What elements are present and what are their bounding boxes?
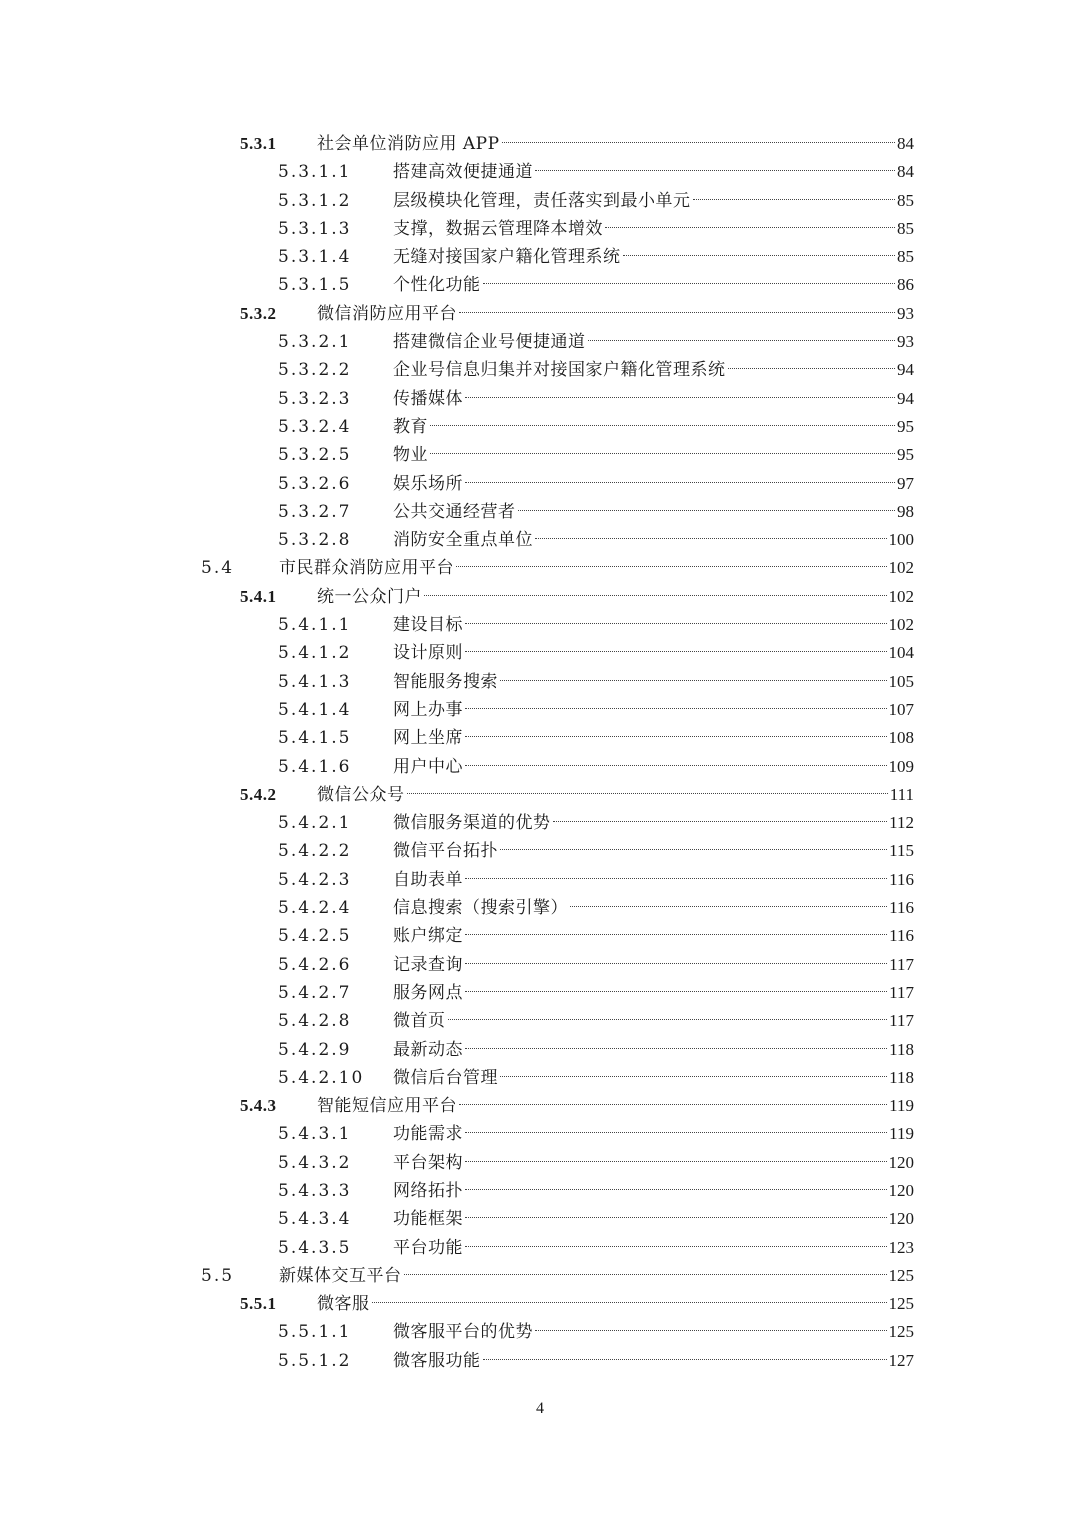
toc-entry[interactable] — [0, 1064, 1080, 1092]
toc-entry-line — [393, 243, 914, 271]
toc-entry[interactable] — [0, 922, 1080, 950]
toc-entry-number: 5.3.1.2 — [278, 190, 352, 211]
toc-entry[interactable] — [0, 753, 1080, 781]
toc-entry-line — [317, 300, 914, 328]
dot-leader — [430, 453, 895, 454]
toc-entry-line — [393, 1064, 914, 1092]
toc-entry-line — [393, 1234, 914, 1262]
dot-leader — [465, 1048, 887, 1049]
dot-leader — [623, 255, 896, 256]
toc-entry[interactable] — [0, 611, 1080, 639]
toc-entry[interactable] — [0, 837, 1080, 865]
toc-entry-line — [393, 611, 914, 639]
toc-entry-line — [393, 837, 914, 865]
toc-entry-page: 125 — [888, 1322, 914, 1342]
toc-entry-title: 统一公众门户 — [317, 586, 422, 607]
toc-entry-line — [393, 1149, 914, 1177]
toc-entry[interactable] — [0, 1149, 1080, 1177]
toc-entry-number: 5.4.2.5 — [278, 926, 352, 947]
toc-entry-title: 搭建微信企业号便捷通道 — [393, 332, 586, 353]
dot-leader — [500, 849, 887, 850]
toc-entry-line — [393, 809, 914, 837]
toc-entry-number: 5.4.1.6 — [278, 756, 352, 777]
dot-leader — [372, 1302, 887, 1303]
dot-leader — [535, 170, 895, 171]
toc-entry-line — [393, 668, 914, 696]
toc-entry-page: 125 — [888, 1265, 914, 1285]
toc-entry-title: 企业号信息归集并对接国家户籍化管理系统 — [393, 360, 726, 381]
dot-leader — [448, 1019, 888, 1020]
dot-leader — [465, 765, 887, 766]
dot-leader — [404, 1274, 887, 1275]
toc-entry-title: 微信服务渠道的优势 — [393, 813, 551, 834]
toc-entry-line — [393, 158, 914, 186]
toc-entry-line — [393, 271, 914, 299]
toc-entry-number: 5.4 — [201, 558, 235, 579]
toc-entry-number: 5.4.2.3 — [278, 869, 352, 890]
dot-leader — [465, 708, 887, 709]
toc-entry-line — [393, 413, 914, 441]
dot-leader — [456, 566, 887, 567]
toc-entry-page: 117 — [889, 1011, 914, 1031]
toc-entry-number: 5.3.2.2 — [278, 360, 352, 381]
dot-leader — [465, 991, 887, 992]
dot-leader — [693, 199, 896, 200]
toc-entry-title: 娱乐场所 — [393, 473, 463, 494]
toc-entry-page: 119 — [889, 1096, 914, 1116]
toc-entry-number: 5.4.2 — [240, 784, 277, 804]
toc-entry-page: 123 — [888, 1237, 914, 1257]
dot-leader — [407, 793, 888, 794]
toc-entry-line — [393, 894, 914, 922]
toc-entry-number: 5.4.1.2 — [278, 643, 352, 664]
toc-entry-number: 5.3.1.4 — [278, 247, 352, 268]
toc-entry-title: 传播媒体 — [393, 388, 463, 409]
toc-entry-number: 5.3.1 — [240, 134, 277, 153]
toc-entry[interactable] — [0, 1262, 1080, 1290]
toc-entry-number: 5.4.2.2 — [278, 841, 352, 862]
toc-entry-page: 117 — [889, 982, 914, 1002]
toc-entry[interactable] — [0, 696, 1080, 724]
toc-entry-title: 物业 — [393, 445, 428, 466]
toc-entry-line — [393, 1036, 914, 1064]
toc-entry-page: 108 — [888, 728, 914, 748]
toc-entry-page: 120 — [888, 1209, 914, 1229]
toc-entry-page: 86 — [897, 275, 914, 295]
toc-entry-line — [317, 1092, 914, 1120]
toc-entry-number: 5.4.2.1 — [278, 813, 352, 834]
toc-entry-line — [393, 470, 914, 498]
toc-entry[interactable] — [0, 979, 1080, 1007]
toc-entry-number: 5.3.1.3 — [278, 218, 352, 239]
toc-entry-number: 5.3.1.5 — [278, 275, 352, 296]
toc-entry-line — [393, 187, 914, 215]
toc-entry[interactable] — [0, 498, 1080, 526]
toc-entry-line — [317, 583, 914, 611]
toc-entry-title: 用户中心 — [393, 756, 463, 777]
toc-entry-number: 5.4.2.4 — [278, 898, 352, 919]
toc-entry-page: 120 — [888, 1152, 914, 1172]
dot-leader — [459, 1104, 887, 1105]
toc-entry-title: 层级模块化管理，责任落实到最小单元 — [393, 190, 691, 211]
toc-entry-number: 5.4.2.6 — [278, 954, 352, 975]
dot-leader — [518, 510, 896, 511]
toc-entry-line — [393, 696, 914, 724]
toc-entry-number: 5.3.2.1 — [278, 332, 352, 353]
dot-leader — [500, 1076, 887, 1077]
dot-leader — [465, 963, 887, 964]
toc-entry-page: 95 — [897, 416, 914, 436]
toc-entry-title: 智能服务搜索 — [393, 671, 498, 692]
dot-leader — [535, 538, 887, 539]
dot-leader — [570, 906, 887, 907]
toc-entry-title: 网上办事 — [393, 699, 463, 720]
dot-leader — [465, 1246, 887, 1247]
dot-leader — [465, 1161, 887, 1162]
dot-leader — [465, 482, 895, 483]
toc-entry[interactable] — [0, 1290, 1080, 1318]
toc-entry[interactable] — [0, 1318, 1080, 1346]
table-of-contents — [0, 130, 1080, 1375]
toc-entry[interactable] — [0, 951, 1080, 979]
toc-entry-page: 109 — [888, 756, 914, 776]
dot-leader — [465, 1217, 887, 1218]
toc-entry-title: 平台架构 — [393, 1152, 463, 1173]
toc-entry-number: 5.5 — [201, 1265, 235, 1286]
toc-entry-line — [393, 639, 914, 667]
toc-entry-page: 116 — [889, 869, 914, 889]
toc-entry[interactable] — [0, 554, 1080, 582]
toc-entry-page: 97 — [897, 473, 914, 493]
toc-entry-number: 5.4.3.5 — [278, 1237, 352, 1258]
toc-entry[interactable] — [0, 385, 1080, 413]
toc-entry-line — [317, 781, 914, 809]
toc-entry-page: 104 — [888, 643, 914, 663]
toc-entry-line — [393, 1347, 914, 1375]
toc-entry-title: 社会单位消防应用 APP — [317, 134, 500, 154]
toc-entry-title: 微信消防应用平台 — [317, 303, 457, 324]
toc-entry-line — [393, 1318, 914, 1346]
dot-leader — [535, 1330, 887, 1331]
toc-entry-title: 搭建高效便捷通道 — [393, 162, 533, 183]
toc-entry-number: 5.3.2.8 — [278, 530, 352, 551]
toc-entry-number: 5.4.1.3 — [278, 671, 352, 692]
toc-entry[interactable] — [0, 781, 1080, 809]
toc-entry-number: 5.4.3 — [240, 1096, 277, 1116]
toc-entry-number: 5.4.2.9 — [278, 1039, 352, 1060]
toc-entry[interactable] — [0, 866, 1080, 894]
toc-entry[interactable] — [0, 1205, 1080, 1233]
toc-entry-title: 公共交通经营者 — [393, 501, 516, 522]
toc-entry-title: 账户绑定 — [393, 926, 463, 947]
toc-entry-number: 5.3.2.4 — [278, 416, 352, 437]
toc-entry[interactable] — [0, 300, 1080, 328]
toc-entry[interactable] — [0, 668, 1080, 696]
toc-entry-line — [393, 1120, 914, 1148]
toc-entry-page: 116 — [889, 898, 914, 918]
toc-entry-title: 信息搜索（搜索引擎） — [393, 898, 568, 919]
toc-entry-title: 自助表单 — [393, 869, 463, 890]
toc-entry-title: 网络拓扑 — [393, 1180, 463, 1201]
toc-entry-page: 93 — [897, 332, 914, 352]
toc-entry-line — [393, 526, 914, 554]
toc-entry[interactable] — [0, 1120, 1080, 1148]
toc-entry-title: 微信后台管理 — [393, 1067, 498, 1088]
toc-entry-title: 无缝对接国家户籍化管理系统 — [393, 247, 621, 268]
toc-entry-page: 118 — [889, 1039, 914, 1059]
toc-entry-title: 微客服功能 — [393, 1350, 481, 1371]
toc-entry-title: 微信公众号 — [317, 784, 405, 805]
toc-entry[interactable] — [0, 413, 1080, 441]
toc-entry-number: 5.5.1 — [240, 1294, 277, 1314]
toc-entry-page: 127 — [888, 1350, 914, 1370]
toc-entry-title: 消防安全重点单位 — [393, 530, 533, 551]
dot-leader — [465, 651, 887, 652]
toc-entry-title: 建设目标 — [393, 615, 463, 636]
dot-leader — [553, 821, 888, 822]
toc-entry-line — [393, 1205, 914, 1233]
toc-entry[interactable] — [0, 724, 1080, 752]
toc-entry-number: 5.3.1.1 — [278, 162, 352, 183]
toc-entry[interactable] — [0, 470, 1080, 498]
toc-entry-page: 84 — [897, 162, 914, 182]
toc-entry-title: 记录查询 — [393, 954, 463, 975]
toc-entry-line — [393, 951, 914, 979]
toc-entry-page: 95 — [897, 445, 914, 465]
toc-entry-number: 5.4.1.1 — [278, 615, 352, 636]
toc-entry-number: 5.4.3.3 — [278, 1180, 352, 1201]
toc-entry-title: 功能框架 — [393, 1209, 463, 1230]
toc-entry-page: 118 — [889, 1067, 914, 1087]
toc-entry-title: 服务网点 — [393, 982, 463, 1003]
dot-leader — [459, 312, 895, 313]
toc-entry[interactable] — [0, 441, 1080, 469]
toc-entry-title: 最新动态 — [393, 1039, 463, 1060]
dot-leader — [483, 1359, 887, 1360]
toc-entry[interactable] — [0, 130, 1080, 158]
toc-entry-page: 94 — [897, 388, 914, 408]
toc-entry-title: 微首页 — [393, 1011, 446, 1032]
dot-leader — [605, 227, 895, 228]
toc-entry-line — [393, 498, 914, 526]
toc-entry-number: 5.3.2.7 — [278, 501, 352, 522]
toc-entry-line — [279, 554, 914, 582]
toc-entry-title: 支撑，数据云管理降本增效 — [393, 218, 603, 239]
toc-entry-number: 5.4.3.1 — [278, 1124, 352, 1145]
dot-leader — [465, 736, 887, 737]
toc-entry[interactable] — [0, 894, 1080, 922]
toc-entry-title: 设计原则 — [393, 643, 463, 664]
toc-entry[interactable] — [0, 158, 1080, 186]
toc-entry-number: 5.4.2.7 — [278, 982, 352, 1003]
dot-leader — [430, 425, 895, 426]
toc-entry-title: 智能短信应用平台 — [317, 1096, 457, 1117]
toc-entry-page: 105 — [888, 671, 914, 691]
toc-entry-line — [393, 328, 914, 356]
toc-entry-page: 85 — [897, 190, 914, 210]
toc-entry-title: 网上坐席 — [393, 728, 463, 749]
toc-entry-page: 125 — [888, 1294, 914, 1314]
toc-entry-number: 5.3.2 — [240, 303, 277, 323]
toc-entry-page: 120 — [888, 1180, 914, 1200]
dot-leader — [728, 368, 896, 369]
toc-entry-number: 5.3.2.5 — [278, 445, 352, 466]
toc-entry[interactable] — [0, 1092, 1080, 1120]
toc-entry-title: 微客服平台的优势 — [393, 1322, 533, 1343]
toc-entry-line — [393, 753, 914, 781]
toc-entry-title: 平台功能 — [393, 1237, 463, 1258]
toc-entry-line — [393, 356, 914, 384]
toc-entry-line — [393, 1177, 914, 1205]
dot-leader — [465, 934, 887, 935]
toc-entry-title: 教育 — [393, 416, 428, 437]
toc-entry[interactable] — [0, 526, 1080, 554]
toc-entry[interactable] — [0, 328, 1080, 356]
dot-leader — [424, 595, 887, 596]
toc-entry[interactable] — [0, 639, 1080, 667]
toc-entry-page: 102 — [888, 615, 914, 635]
toc-entry-page: 115 — [889, 841, 914, 861]
toc-entry-number: 5.5.1.1 — [278, 1322, 352, 1343]
toc-entry-page: 112 — [889, 813, 914, 833]
toc-entry[interactable] — [0, 1234, 1080, 1262]
toc-entry-line — [393, 724, 914, 752]
toc-entry[interactable] — [0, 809, 1080, 837]
toc-entry-number: 5.4.1 — [240, 586, 277, 606]
toc-entry-line — [279, 1262, 914, 1290]
toc-entry[interactable] — [0, 271, 1080, 299]
toc-entry-page: 98 — [897, 501, 914, 521]
dot-leader — [465, 1189, 887, 1190]
toc-entry[interactable] — [0, 1177, 1080, 1205]
toc-entry-page: 93 — [897, 303, 914, 323]
toc-entry-number: 5.4.2.8 — [278, 1011, 352, 1032]
toc-entry-number: 5.5.1.2 — [278, 1350, 352, 1371]
dot-leader — [500, 680, 887, 681]
toc-entry-line — [393, 979, 914, 1007]
toc-entry-title: 微信平台拓扑 — [393, 841, 498, 862]
toc-entry-line — [393, 1007, 914, 1035]
toc-entry-number: 5.4.1.4 — [278, 699, 352, 720]
toc-entry[interactable] — [0, 1036, 1080, 1064]
toc-entry-page: 107 — [888, 699, 914, 719]
toc-entry-page: 85 — [897, 218, 914, 238]
toc-entry-page: 116 — [889, 926, 914, 946]
toc-entry[interactable] — [0, 356, 1080, 384]
toc-entry-page: 102 — [888, 586, 914, 606]
toc-entry-number: 5.3.2.3 — [278, 388, 352, 409]
toc-entry[interactable] — [0, 1007, 1080, 1035]
toc-entry-line — [317, 1290, 914, 1318]
page-number: 4 — [536, 1400, 544, 1417]
toc-entry-page: 94 — [897, 360, 914, 380]
toc-entry[interactable] — [0, 583, 1080, 611]
toc-entry-line — [317, 130, 914, 158]
toc-entry-page: 119 — [889, 1124, 914, 1144]
toc-entry-line — [393, 866, 914, 894]
toc-entry-page: 100 — [888, 530, 914, 550]
toc-entry-number: 5.4.3.2 — [278, 1152, 352, 1173]
toc-entry-page: 111 — [889, 784, 914, 804]
dot-leader — [465, 397, 895, 398]
toc-entry-page: 84 — [897, 134, 914, 153]
dot-leader — [502, 142, 895, 143]
dot-leader — [465, 878, 887, 879]
toc-entry-line — [393, 215, 914, 243]
toc-entry-line — [393, 385, 914, 413]
toc-entry-title: 新媒体交互平台 — [279, 1265, 402, 1286]
toc-entry[interactable] — [0, 243, 1080, 271]
toc-entry-title: 个性化功能 — [393, 275, 481, 296]
dot-leader — [465, 623, 887, 624]
dot-leader — [588, 340, 896, 341]
toc-entry-title: 微客服 — [317, 1294, 370, 1315]
toc-entry-number: 5.3.2.6 — [278, 473, 352, 494]
toc-entry-number: 5.4.2.10 — [278, 1067, 365, 1088]
toc-entry[interactable] — [0, 187, 1080, 215]
toc-entry-page: 85 — [897, 247, 914, 267]
toc-entry-number: 5.4.1.5 — [278, 728, 352, 749]
toc-entry-title: 市民群众消防应用平台 — [279, 558, 454, 579]
toc-entry-number: 5.4.3.4 — [278, 1209, 352, 1230]
toc-entry[interactable] — [0, 215, 1080, 243]
toc-entry-page: 117 — [889, 954, 914, 974]
toc-entry-line — [393, 922, 914, 950]
toc-entry[interactable] — [0, 1347, 1080, 1375]
dot-leader — [483, 283, 896, 284]
toc-entry-page: 102 — [888, 558, 914, 578]
dot-leader — [465, 1132, 887, 1133]
toc-entry-title: 功能需求 — [393, 1124, 463, 1145]
toc-entry-line — [393, 441, 914, 469]
